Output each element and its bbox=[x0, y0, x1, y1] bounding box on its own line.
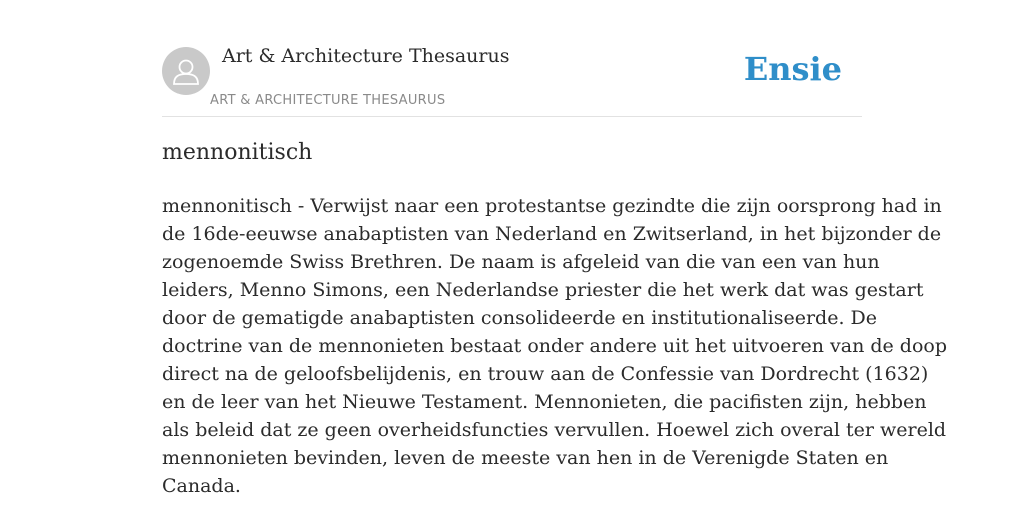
definition-line: zogenoemde Swiss Brethren. De naam is afgeleid van die van een van hun bbox=[162, 251, 880, 273]
page-title: mennonitisch bbox=[162, 140, 313, 165]
source-name[interactable]: Art & Architecture Thesaurus bbox=[222, 45, 510, 67]
definition-line: mennonitisch - Verwijst naar een protestantse gezindte die zijn oorsprong had in bbox=[162, 195, 942, 217]
user-icon[interactable] bbox=[162, 47, 210, 95]
ensie-logo[interactable]: Ensie bbox=[743, 50, 842, 88]
definition-line: direct na de geloofsbelijdenis, en trouw aan de Confessie van Dordrecht (1632) bbox=[162, 363, 929, 385]
source-header bbox=[162, 0, 862, 117]
definition-line: en de leer van het Nieuwe Testament. Mennonieten, die pacifisten zijn, hebben bbox=[162, 391, 927, 413]
definition-line: mennonieten bevinden, leven de meeste van hen in de Verenigde Staten en bbox=[162, 447, 889, 469]
definition-line: als beleid dat ze geen overheidsfuncties vervullen. Hoewel zich overal ter wereld bbox=[162, 419, 947, 441]
definition-text bbox=[162, 192, 947, 500]
definition-line: doctrine van de mennonieten bestaat onder andere uit het uitvoeren van de doop bbox=[162, 335, 947, 357]
definition-line: de 16de-eeuwse anabaptisten van Nederland en Zwitserland, in het bijzonder de bbox=[162, 223, 942, 245]
definition-line: Canada. bbox=[162, 475, 241, 497]
definition-line: leiders, Menno Simons, een Nederlandse priester die het werk dat was gestart bbox=[162, 279, 924, 301]
definition-line: door de gematigde anabaptisten consolideerde en institutionaliseerde. De bbox=[162, 307, 878, 329]
source-label: ART & ARCHITECTURE THESAURUS bbox=[210, 93, 446, 108]
